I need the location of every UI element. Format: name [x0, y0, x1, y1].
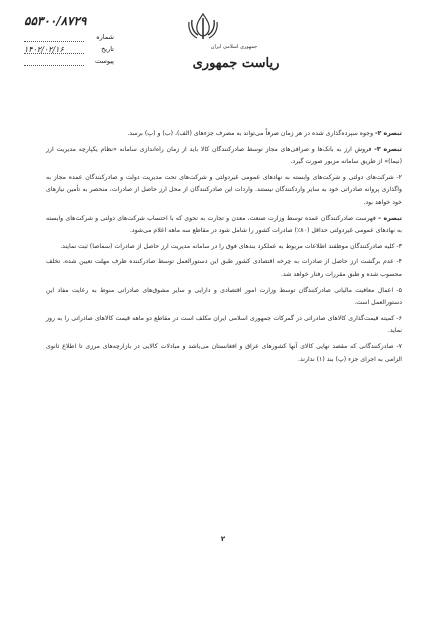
- paragraph-text: ۴- عدم برگشت ارز حاصل از صادرات به چرخه اقتصادی کشور طبق این دستورالعمل توسط صادرکننده ظرف مهلت تعیین شده، تخلف محسوب شده و طبق مقررات رفتار خواهد شد.: [46, 258, 402, 278]
- paragraph-text: وجوه سپرده‌گذاری شده در هر زمان صرفاً می‌تواند به مصرف جزءهای (الف)، (ب) و (پ) برسد.: [127, 130, 376, 137]
- paragraph-text: فهرست صادرکنندگان عمده توسط وزارت صنعت، معدن و تجارت به نحوی که با احتساب شرکت‌های دولتی و شرکت‌های وابسته به نهادهای عمومی غیردولتی حداقل (۸۰٪) صادرات کشور را شامل شود در مقاطع سه ماهه اعلام می‌شود.: [46, 214, 402, 235]
- paragraph-text: ۳- کلیه صادرکنندگان موظفند اطلاعات مربوط به عملکرد بندهای فوق را در سامانه مدیریت ارز حاصل از صادرات (سماصا) ثبت نمایند.: [60, 242, 402, 250]
- paragraph-text: ۶- کمیته قیمت‌گذاری کالاهای صادراتی در گمرکات جمهوری اسلامی ایران مکلف است در مقاطع دو ماهه قیمت کالاهای صادراتی را به روز نماید.: [46, 314, 402, 335]
- number-label: شماره: [96, 33, 114, 41]
- org-name: ریاست جمهوری: [192, 56, 280, 71]
- paragraph: [46, 128, 402, 141]
- paragraph: [46, 313, 402, 338]
- attachment-row: [24, 55, 114, 67]
- paragraph: [46, 213, 402, 238]
- paragraph-lead: تبصره ۳-: [374, 145, 402, 153]
- paragraph: [46, 241, 402, 254]
- date-label: تاریخ: [101, 45, 114, 53]
- paragraph-lead: تبصره –: [378, 214, 402, 222]
- paragraph: [46, 285, 402, 310]
- iran-emblem-icon: [186, 12, 220, 42]
- letter-number: ۵۵۳۰۰/۸۷۲۹: [24, 14, 87, 28]
- paragraph-text: فروش ارز به بانک‌ها و صرافی‌های مجاز توسط صادرکنندگان کالا باید از زمان راه‌اندازی سامانه «نظام یکپارچه مدیریت ارز (نیما)» از طریق سامانه مزبور صورت گیرد.: [46, 145, 402, 166]
- date-row: [24, 43, 114, 55]
- paragraph: [46, 144, 402, 169]
- paragraph: [46, 172, 402, 210]
- paragraph-text: ۵- اعمال معافیت مالیاتی صادرکنندگان توسط وزارت امور اقتصادی و دارایی و سایر مشوق‌های صادراتی منوط به رعایت مفاد این دستورالعمل است.: [46, 286, 402, 307]
- paragraph-text: ۷- صادرکنندگانی که مقصد نهایی کالای آنها کشورهای عراق و افغانستان می‌باشد و مبادلات کالایی در بازارچه‌های مرزی تا اطلاع ثانوی الزامی به اجرای جزء (پ) بند (۱) ندارند.: [46, 342, 402, 363]
- paragraph: [46, 341, 402, 366]
- paragraph: [46, 256, 402, 281]
- paragraph-lead: تبصره ۲-: [375, 130, 402, 137]
- date-value: ۱۴۰۲/۰۲/۱۶: [24, 45, 84, 54]
- attachment-value: [24, 57, 84, 66]
- number-row: [24, 31, 114, 43]
- document-body: [46, 128, 402, 369]
- attachment-label: پیوست: [95, 57, 114, 65]
- number-value: [24, 33, 84, 42]
- org-name-small: جمهوری اسلامی ایران: [210, 44, 258, 50]
- letter-meta: [24, 14, 114, 67]
- paragraph-text: ۲- شرکت‌های دولتی و شرکت‌های وابسته به نهادهای عمومی غیردولتی و شرکت‌های تحت مدیریت دولت و صادرکنندگان عمده مجاز به واگذاری پروانه صادراتی خود به سایر واردکنندگان نیستند. واردات این صادرکنندگان از محل ارز حاصل از صادرات، منحصر به تأمین نیازهای خود خواهد بود.: [46, 173, 402, 206]
- page-number: ۲: [220, 535, 226, 543]
